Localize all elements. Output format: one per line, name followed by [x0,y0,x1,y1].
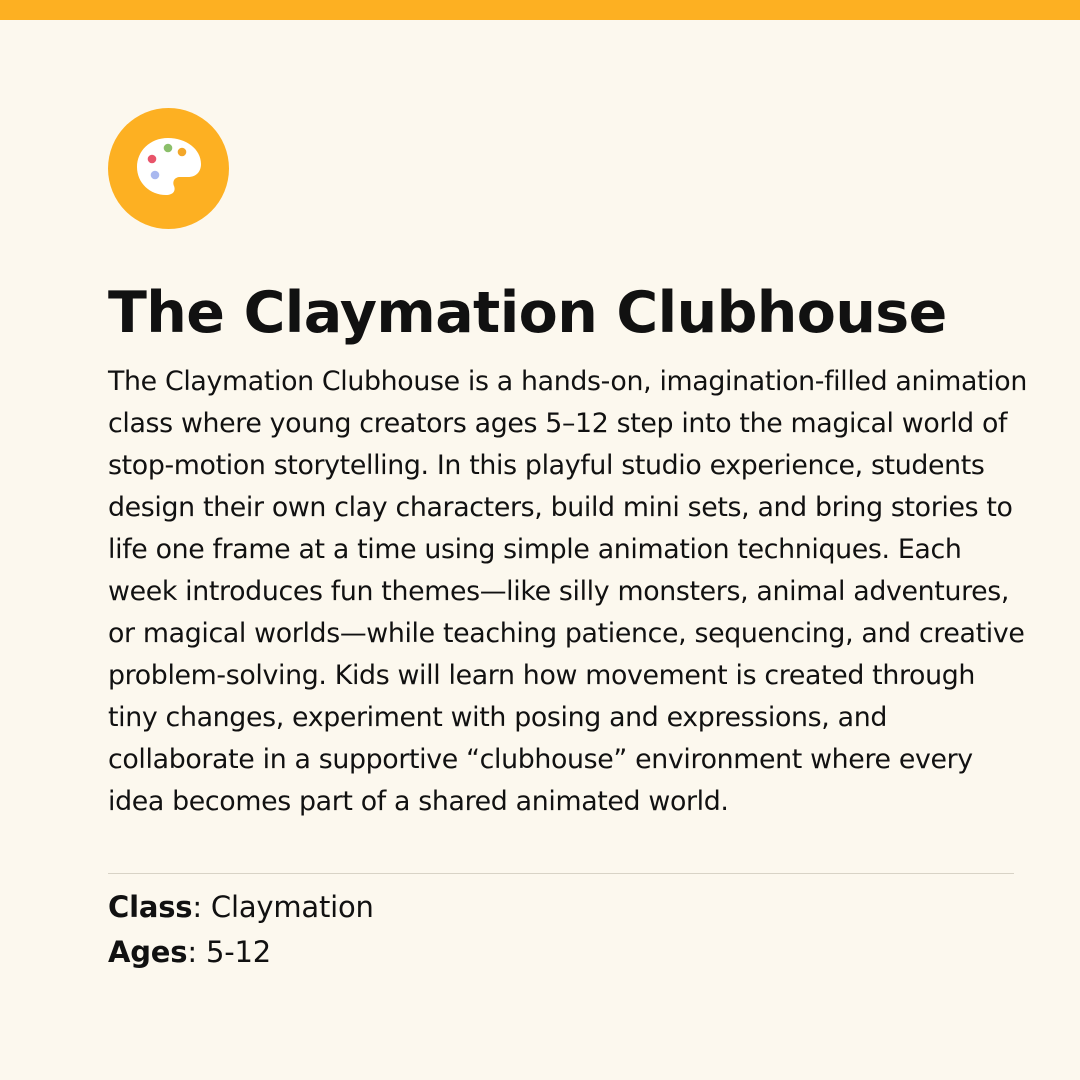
ages-detail-row: Ages: 5-12 [108,935,271,969]
class-label: Class [108,890,193,924]
page-title: The Claymation Clubhouse [108,280,947,346]
class-description: The Claymation Clubhouse is a hands-on, imagination-filled animation class where young creators ages 5–12 step into the magical world of stop-motion storytelling. In this playful studio experience, students design their own clay characters, build mini sets, and bring stories to life one frame at a time using simple animation techniques. Each week introduces fun themes—like silly monsters, animal adventures, or magical worlds—while teaching patience, sequencing, and creative problem-solving. Kids will learn how movement is created through tiny changes, experiment with posing and expressions, and collaborate in a supportive “clubhouse” environment where every idea becomes part of a shared animated world. [108,366,1027,817]
art-palette-icon [132,134,204,206]
ages-label: Ages [108,935,188,969]
class-detail-row: Class: Claymation [108,890,374,924]
divider [108,873,1014,874]
top-accent-bar [0,0,1080,20]
class-details [108,885,374,975]
class-value: Claymation [210,890,374,924]
icon-badge [108,108,229,229]
ages-value: 5-12 [205,935,271,969]
